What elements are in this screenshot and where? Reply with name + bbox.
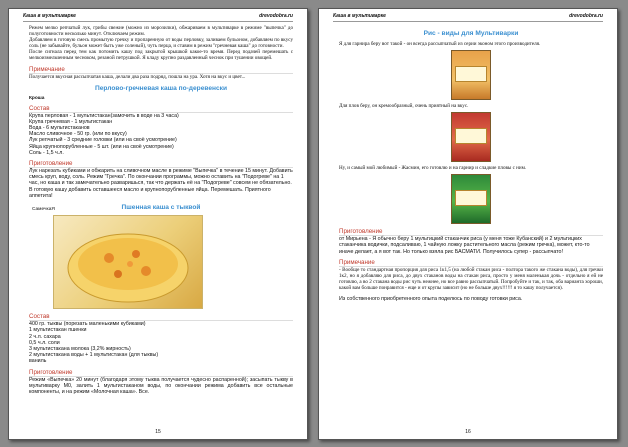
recipe2-ingredients xyxy=(29,321,293,364)
recipe1-title: Перлово-гречневая каша по-деревенски xyxy=(94,84,227,92)
page-header xyxy=(23,13,293,22)
recipe1-author: Кроша xyxy=(29,95,45,101)
header-left: Каша в мультиварке xyxy=(333,13,386,19)
recipe1-ingredients xyxy=(29,113,293,156)
rice-paragraph-1: Я для гарнира беру вот такой - он всегда рассыпчатый из серии эконом этого производителя. xyxy=(339,41,541,47)
recipe2-preparation-heading: Приготовление xyxy=(29,369,293,377)
note-heading: Примечание xyxy=(29,66,293,74)
header-right: drevodobra.ru xyxy=(569,13,603,19)
ingredient: 400 гр. тыквы (порезать маленькими кубиками) xyxy=(29,321,146,328)
header-left: Каша в мультиварке xyxy=(23,13,76,19)
page-right-content xyxy=(339,25,603,425)
rice-preparation-heading: Приготовление xyxy=(339,228,603,236)
recipe2-composition-heading: Состав xyxy=(29,313,293,321)
package-label xyxy=(455,190,487,206)
rice-title: Рис - виды для Мультиварки xyxy=(423,30,519,37)
page-right xyxy=(318,8,618,440)
ingredient: Крупа перловая - 1 мультистакан(замочить в воде на 3 часа) xyxy=(29,112,179,119)
recipe2-author: СамечкаЯ xyxy=(32,207,55,213)
intro-paragraph-3: После сигнала перед тем как потомить кашу под закрытой крышкой какое-то время. Перед подачей перемешать с мелкоизмельченным чесноком, резаной петрушкой. Я кладу крупно раздавленный чеснок при тушении овощей. xyxy=(29,49,293,62)
page-number: 15 xyxy=(155,429,161,435)
recipe1-preparation-text: Лук нарезать кубиками и обжарить на сливочном масле в режиме "Выпечка" в течение 15 минут. Добавить смесь круп, воду, соль. Режим "Гречка". По окончании программы, можно оставить на "Подогреве" на 1 час, но каша и так замечательно разваришься, так что держать её на "Подогреве" совсем не обязательно. В готовую кашу добавить оставшееся масло и крупнопорубленные яйца. Перемешать. Приятного аппетита! xyxy=(29,168,293,199)
ingredient: Соль - 1,5 ч.л. xyxy=(29,149,64,156)
ingredient: 2 ч.л. сахара xyxy=(29,333,61,340)
rice-footer-text: Из собственного приобретенного опыта поделюсь по поводу готовки риса. xyxy=(339,296,523,303)
rice-paragraph-2: Для плов беру, он кремообразный, очень приятный на вкус. xyxy=(339,103,469,110)
ingredient: Вода - 6 мультистаканов xyxy=(29,125,90,132)
recipe1-composition-heading: Состав xyxy=(29,105,293,113)
rice-package-3 xyxy=(451,174,491,224)
ingredient: Масло сливочное - 50 гр. (или по вкусу) xyxy=(29,131,127,138)
ingredient: ваниль xyxy=(29,358,47,365)
recipe2-title: Пшенная каша с тыквой xyxy=(121,204,201,212)
page-left-content xyxy=(29,25,293,425)
rice-note-heading: Примечание xyxy=(339,259,603,267)
note-text: Получается вкусная рассыпчатая каша, делали два раза подряд, пошла на ура. Хотя на вкус и цвет... xyxy=(29,73,246,80)
ingredient: Крупа гречневая - 1 мультистакан xyxy=(29,118,113,125)
ingredient: 0,5 ч.л. соли xyxy=(29,339,60,346)
page-left xyxy=(8,8,308,440)
intro-paragraph-2: Добавляем в готовую смесь промытую гречку и пропаренную от воды перловку, заливаем бульоном, добавляем по вкусу соль (не забывайте, бульон может быть уже соленый), чуть перца, и ставим в режим "гречневая каша" до готовности. xyxy=(29,37,293,50)
package-label xyxy=(455,128,487,144)
package-label xyxy=(455,66,487,82)
ingredient: 1 мультистакан пшенки xyxy=(29,327,87,334)
rice-package-1 xyxy=(451,50,491,100)
rice-note-text: - Вообще то стандартная пропорция для риса 1к1,5 (на любой стакан риса - полтора такого же стакана воды), для гречки 1к2, но я добавляю для риса, до двух стаканов воды на стакан риса, просто у меня маленькая дочь - отдельно я ей не готовлю, а во 2 стакана воды рис чуть нежнее, но все равно рассыпчатый. Попробуйте и так, и так, оба варианта хороши, какой вам больше понравится - еще и от крупы зависит (но не больше двух!!!!!! я то кашу получается). xyxy=(339,266,603,292)
ingredient: Яйца крупнопорубленные - 5 шт. (или на своё усмотрение) xyxy=(29,143,174,150)
rice-paragraph-3: Ну, и самый мой любимый - Жасмин, его готовлю и на гарнир и сладкие пловы с ним. xyxy=(339,165,527,172)
rice-preparation-text: от Мирьена - Я обычно беру 1 мультицкий стаканчик риса (у меня тоже Кубанский) и 2 мультицких стаканчика водички, подсаливаю, 1 чайную ложку растительного масла (режим гречка), может, кто-то иначе делает, а я вот так. Но только взяла рис БАСМАТИ. Получилось супер - рассыпчато! xyxy=(339,236,590,255)
intro-paragraph-1: Режем мелко репчатый лук, грибы свежие (можно из морозилки), обжариваем в мультиварке в режиме "выпечка" до полуготовности несколько минут. Отключаем режим. xyxy=(29,25,293,38)
ingredient: 2 мультистакана воды + 1 мультистакан (для тыквы) xyxy=(29,352,159,359)
header-right: drevodobra.ru xyxy=(259,13,293,19)
recipe2-preparation-text: Режим «Выпечка» 20 минут (благодаря этому тыква получается чудесно распаренной); засыпать тыкву в мультиварку М0, залить 1 мультистаканом воды, по окончании режима добавить все остальные компоненты, и на режим «Молочная каша». Все. xyxy=(29,376,293,395)
recipe1-preparation-heading: Приготовление xyxy=(29,160,293,168)
ingredient: 3 мультистакана молока (3,2% жирность) xyxy=(29,345,131,352)
rice-package-2 xyxy=(451,112,491,162)
porridge-bowl-icon xyxy=(54,216,202,308)
page-number: 16 xyxy=(465,429,471,435)
page-header xyxy=(333,13,603,22)
ingredient: Лук репчатый - 3 средние головки (или на своё усмотрение) xyxy=(29,137,177,144)
